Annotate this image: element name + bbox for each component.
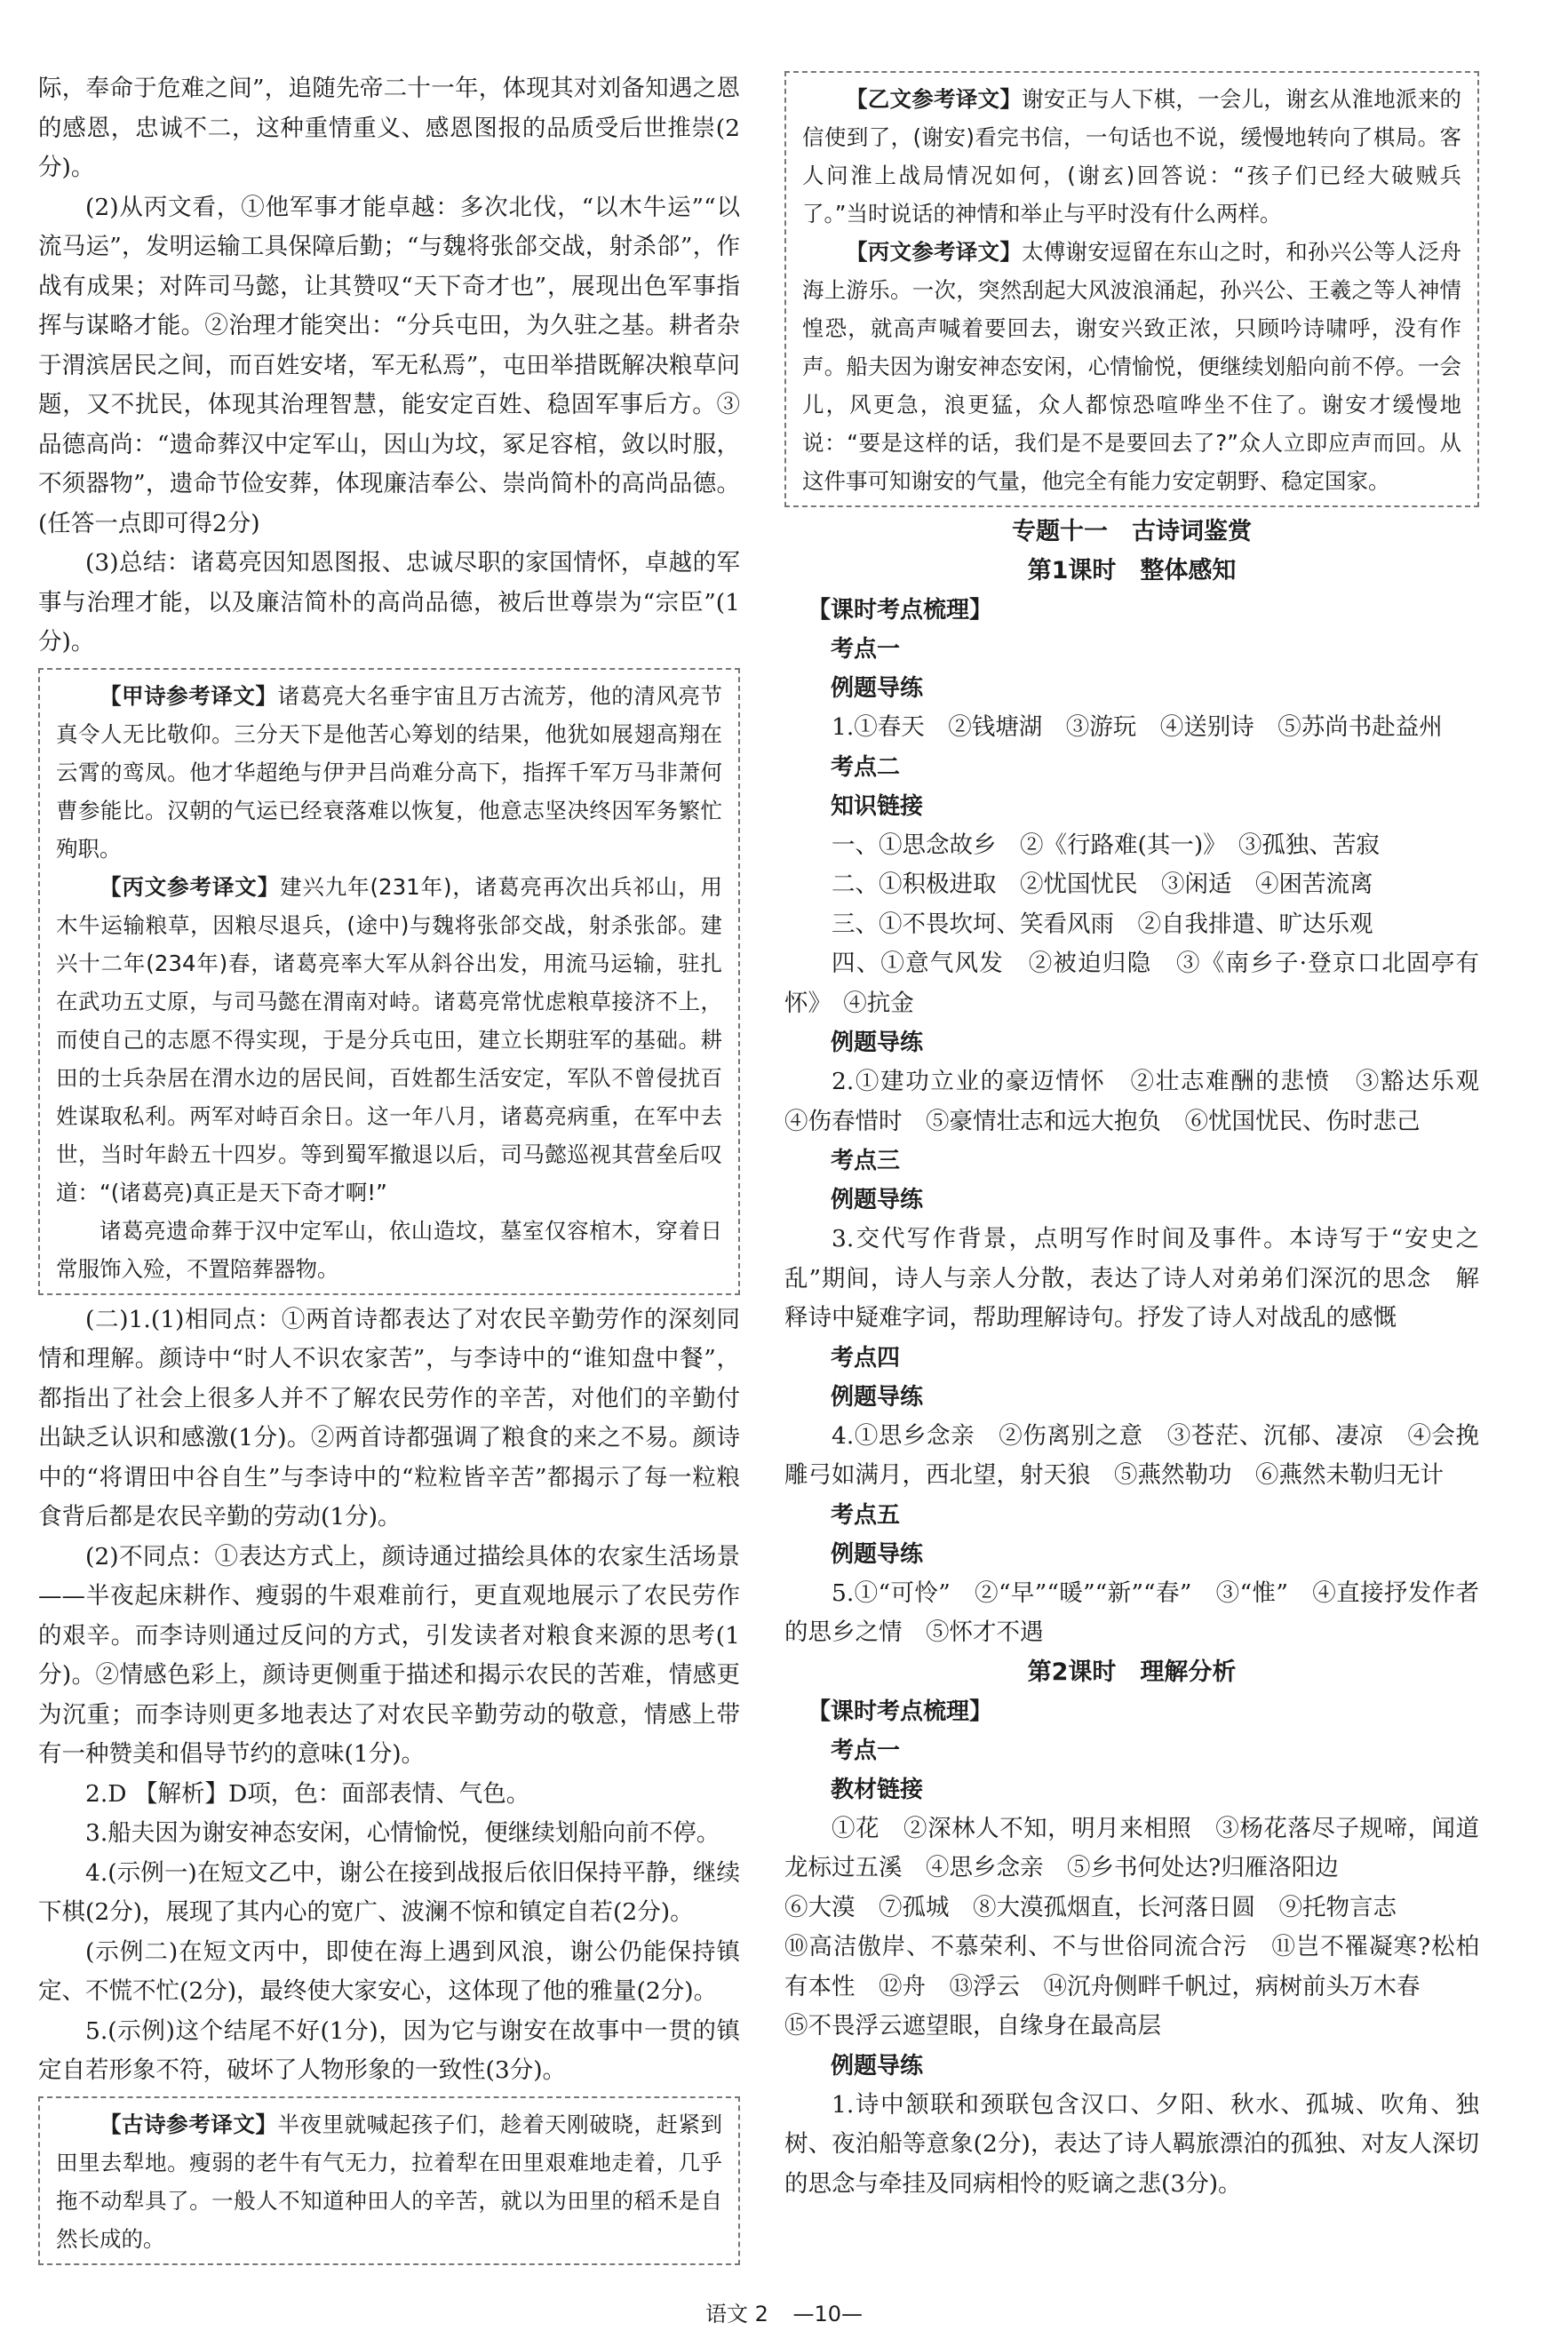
practice-heading: 例题导练	[831, 1540, 924, 1568]
answer: ⑥大漠 ⑦孤城 ⑧大漠孤烟直，长河落日圆 ⑨托物言志	[784, 1893, 1397, 1921]
answer: 4.①思乡念亲 ②伤离别之意 ③苍茫、沉郁、凄凉 ④会挽雕弓如满月，西北望，射天狼 ⑤燕然勒功 ⑥燕然未勒归无计	[784, 1421, 1479, 1489]
point-heading: 考点一	[831, 636, 901, 663]
paragraph: 4.(示例一)在短文乙中，谢公在接到战报后依旧保持平静，继续下棋(2分)，展现了其内心的宽广、波澜不惊和镇定自若(2分)。	[38, 1858, 740, 1926]
translation-paragraph	[56, 677, 722, 868]
translation-paragraph	[802, 233, 1461, 500]
answer: ①花 ②深林人不知，明月来相照 ③杨花落尽子规啼，闻道龙标过五溪 ④思乡念亲 ⑤乡书何处达?归雁洛阳边	[784, 1814, 1479, 1881]
translation-paragraph: 诸葛亮遗命葬于汉中定军山，依山造坟，墓室仅容棺木，穿着日常服饰入殓，不置陪葬器物。	[56, 1217, 722, 1282]
paragraph: 际，奉命于危难之间”，追随先帝二十一年，体现其对刘备知遇之恩的感恩，忠诚不二，这种重情重义、感恩图报的品质受后世推崇(2分)。	[38, 75, 740, 181]
translation-paragraph	[56, 2105, 722, 2258]
translation-text: 半夜里就喊起孩子们，趁着天刚破晓，赶紧到田里去犁地。瘦弱的老牛有气无力，拉着犁在田里艰难地走着，几乎拖不动犁具了。一般人不知道种田人的辛苦，就以为田里的稻禾是自然长成的。	[56, 2111, 723, 2252]
section-heading: 【课时考点梳理】	[808, 597, 993, 624]
practice-heading: 例题导练	[831, 1030, 924, 1056]
paragraph: 2.D 【解析】D项，色：面部表情、气色。	[85, 1779, 530, 1808]
lesson-title: 第1课时 整体感知	[1027, 557, 1237, 585]
page-number: —10—	[792, 2302, 864, 2326]
answer: 四、①意气风发 ②被迫归隐 ③《南乡子·登京口北固亭有怀》 ④抗金	[784, 950, 1479, 1017]
right-column	[784, 69, 1503, 2204]
paragraph: (二)1.(1)相同点：①两首诗都表达了对农民辛勤劳作的深刻同情和理解。颜诗中“时人不识农家苦”，与李诗中的“谁知盘中餐”，都指出了社会上很多人并不了解农民劳作的辛苦，对他们的辛勤付出缺乏认识和感激(1分)。②两首诗都强调了粮食的来之不易。颜诗中的“将谓田中谷自生”与李诗中的“粒粒皆辛苦”都揭示了每一粒粮食背后都是农民辛勤的劳动(1分)。	[38, 1305, 740, 1531]
paragraph: (2)不同点：①表达方式上，颜诗通过描绘具体的农家生活场景——半夜起床耕作、瘦弱的牛艰难前行，更直观地展示了农民劳作的艰辛。而李诗则通过反问的方式，引发读者对粮食来源的思考(1分)。②情感色彩上，颜诗更侧重于描述和揭示农民的苦难，情感更为沉重；而李诗则更多地表达了对农民辛勤劳动的敬意，情感上带有一种赞美和倡导节约的意味(1分)。	[38, 1542, 740, 1768]
point-heading: 考点五	[831, 1501, 901, 1529]
practice-heading: 例题导练	[831, 2052, 924, 2080]
translation-box	[784, 71, 1479, 507]
left-column	[38, 69, 740, 2270]
answer: 二、①积极进取 ②忧国忧民 ③闲适 ④困苦流离	[832, 871, 1373, 898]
textbook-heading: 教材链接	[831, 1776, 924, 1803]
answer: ⑩高洁傲岸、不慕荣利、不与世俗同流合污 ⑪岂不罹凝寒?松柏有本性 ⑫舟 ⑬浮云 ⑭沉舟侧畔千帆过，病树前头万木春	[784, 1933, 1479, 2000]
topic-title: 专题十一 古诗词鉴赏	[1012, 518, 1252, 545]
translation-text: 建兴九年(231年)，诸葛亮再次出兵祁山，用木牛运输粮草，因粮尽退兵，(途中)与魏将张郃交战，射杀张郃。建兴十二年(234年)春，诸葛亮率大军从斜谷出发，用流马运输，驻扎在武功五丈原，与司马懿在渭南对峙。诸葛亮常忧虑粮草接济不上，而使自己的志愿不得实现，于是分兵屯田，建立长期驻军的基础。耕田的士兵杂居在渭水边的居民间，百姓都生活安定，军队不曾侵扰百姓谋取私利。两军对峙百余日。这一年八月，诸葛亮病重，在军中去世，当时年龄五十四岁。等到蜀军撤退以后，司马懿巡视其营垒后叹道：“(诸葛亮)真正是天下奇才啊!”	[56, 873, 722, 1205]
answer: 1.①春天 ②钱塘湖 ③游玩 ④送别诗 ⑤苏尚书赴益州	[832, 713, 1443, 741]
answer: 2.①建功立业的豪迈情怀 ②壮志难酬的悲愤 ③豁达乐观 ④伤春惜时 ⑤豪情壮志和远大抱负 ⑥忧国忧民、伤时悲己	[784, 1068, 1503, 1135]
paragraph: 3.船夫因为谢安神态安闲，心情愉悦，便继续划船向前不停。	[85, 1819, 720, 1847]
answer: ⑮不畏浮云遮望眼，自缘身在最高层	[784, 2012, 1161, 2040]
translation-text: 太傅谢安逗留在东山之时，和孙兴公等人泛舟海上游乐。一次，突然刮起大风波浪涌起，孙兴公、王羲之等人神情惶恐，就高声喊着要回去，谢安兴致正浓，只顾吟诗啸呼，没有作声。船夫因为谢安神态安闲，心情愉悦，便继续划船向前不停。一会儿，风更急，浪更猛，众人都惊恐喧哗坐不住了。谢安才缓慢地说：“要是这样的话，我们是不是要回去了?”众人立即应声而回。从这件事可知谢安的气量，他完全有能力安定朝野、稳定国家。	[802, 239, 1462, 494]
point-heading: 考点三	[831, 1148, 901, 1174]
translation-label: 【丙文参考译文】	[99, 873, 280, 900]
subject-label: 语文 2	[704, 2302, 768, 2326]
translation-box	[38, 2096, 740, 2265]
practice-heading: 例题导练	[831, 1187, 924, 1213]
answer: 1.诗中颔联和颈联包含汉口、夕阳、秋水、孤城、吹角、独树、夜泊船等意象(2分)，表达了诗人羁旅漂泊的孤独、对友人深切的思念与牵挂及同病相怜的贬谪之悲(3分)。	[784, 2090, 1479, 2198]
translation-label: 【甲诗参考译文】	[99, 682, 278, 709]
paragraph: (2)从丙文看，①他军事才能卓越：多次北伐，“以木牛运”“以流马运”，发明运输工具保障后勤；“与魏将张郃交战，射杀郃”，作战有成果；对阵司马懿，让其赞叹“天下奇才也”，展现出色军事指挥与谋略才能。②治理才能突出：“分兵屯田，为久驻之基。耕者杂于渭滨居民之间，而百姓安堵，军无私焉”，屯田举措既解决粮草问题，又不扰民，体现其治理智慧，能安定百姓、稳固军事后方。③品德高尚：“遗命葬汉中定军山，因山为坟，冢足容棺，敛以时服，不须器物”，遗命节俭安葬，体现廉洁奉公、崇尚简朴的高尚品德。(任答一点即可得2分)	[38, 193, 740, 537]
answer: 5.①“可怜” ②“早”“暖”“新”“春” ③“惟” ④直接抒发作者的思乡之情 ⑤怀才不遇	[784, 1579, 1479, 1646]
practice-heading: 例题导练	[831, 1383, 924, 1411]
point-heading: 考点四	[831, 1344, 901, 1372]
translation-paragraph	[56, 868, 722, 1212]
paragraph: 5.(示例)这个结尾不好(1分)，因为它与谢安在故事中一贯的镇定自若形象不符，破坏了人物形象的一致性(3分)。	[38, 2016, 740, 2084]
translation-text: 诸葛亮大名垂宇宙且万古流芳，他的清风亮节真令人无比敬仰。三分天下是他苦心筹划的结果，他犹如展翅高翔在云霄的鸾凤。他才华超绝与伊尹吕尚难分高下，指挥千军万马非萧何曹参能比。汉朝的气运已经衰落难以恢复，他意志坚决终因军务繁忙殉职。	[56, 682, 723, 862]
translation-text: 谢安正与人下棋，一会儿，谢玄从淮地派来的信使到了，(谢安)看完书信，一句话也不说，缓慢地转向了棋局。客人问淮上战局情况如何，(谢玄)回答说：“孩子们已经大破贼兵了。”当时说话的神情和举止与平时没有什么两样。	[802, 86, 1462, 227]
translation-label: 【乙文参考译文】	[846, 86, 1023, 112]
paragraph: (3)总结：诸葛亮因知恩图报、忠诚尽职的家国情怀，卓越的军事与治理才能，以及廉洁简朴的高尚品德，被后世尊崇为“宗臣”(1分)。	[38, 549, 740, 656]
lesson-title: 第2课时 理解分析	[1027, 1658, 1237, 1686]
translation-label: 【古诗参考译文】	[99, 2111, 278, 2137]
knowledge-heading: 知识链接	[831, 792, 924, 820]
answer: 3.交代写作背景，点明写作时间及事件。本诗写于“安史之乱”期间，诗人与亲人分散，表达了诗人对弟弟们深沉的思念 解释诗中疑难字词，帮助理解诗句。抒发了诗人对战乱的感慨	[784, 1225, 1479, 1332]
translation-paragraph	[802, 80, 1461, 233]
point-heading: 考点二	[831, 753, 901, 781]
page-footer	[0, 2296, 1568, 2327]
translation-label: 【丙文参考译文】	[846, 239, 1023, 265]
translation-box	[38, 668, 740, 1295]
section-heading: 【课时考点梳理】	[808, 1698, 993, 1725]
answer: 一、①思念故乡 ②《行路难(其一)》 ③孤独、苦寂	[832, 831, 1380, 859]
practice-heading: 例题导练	[831, 675, 924, 702]
paragraph: (示例二)在短文丙中，即使在海上遇到风浪，谢公仍能保持镇定、不慌不忙(2分)，最终使大家安心，这体现了他的雅量(2分)。	[38, 1937, 740, 2005]
point-heading: 考点一	[831, 1737, 901, 1764]
answer: 三、①不畏坎坷、笑看风雨 ②自我排遣、旷达乐观	[832, 910, 1373, 938]
